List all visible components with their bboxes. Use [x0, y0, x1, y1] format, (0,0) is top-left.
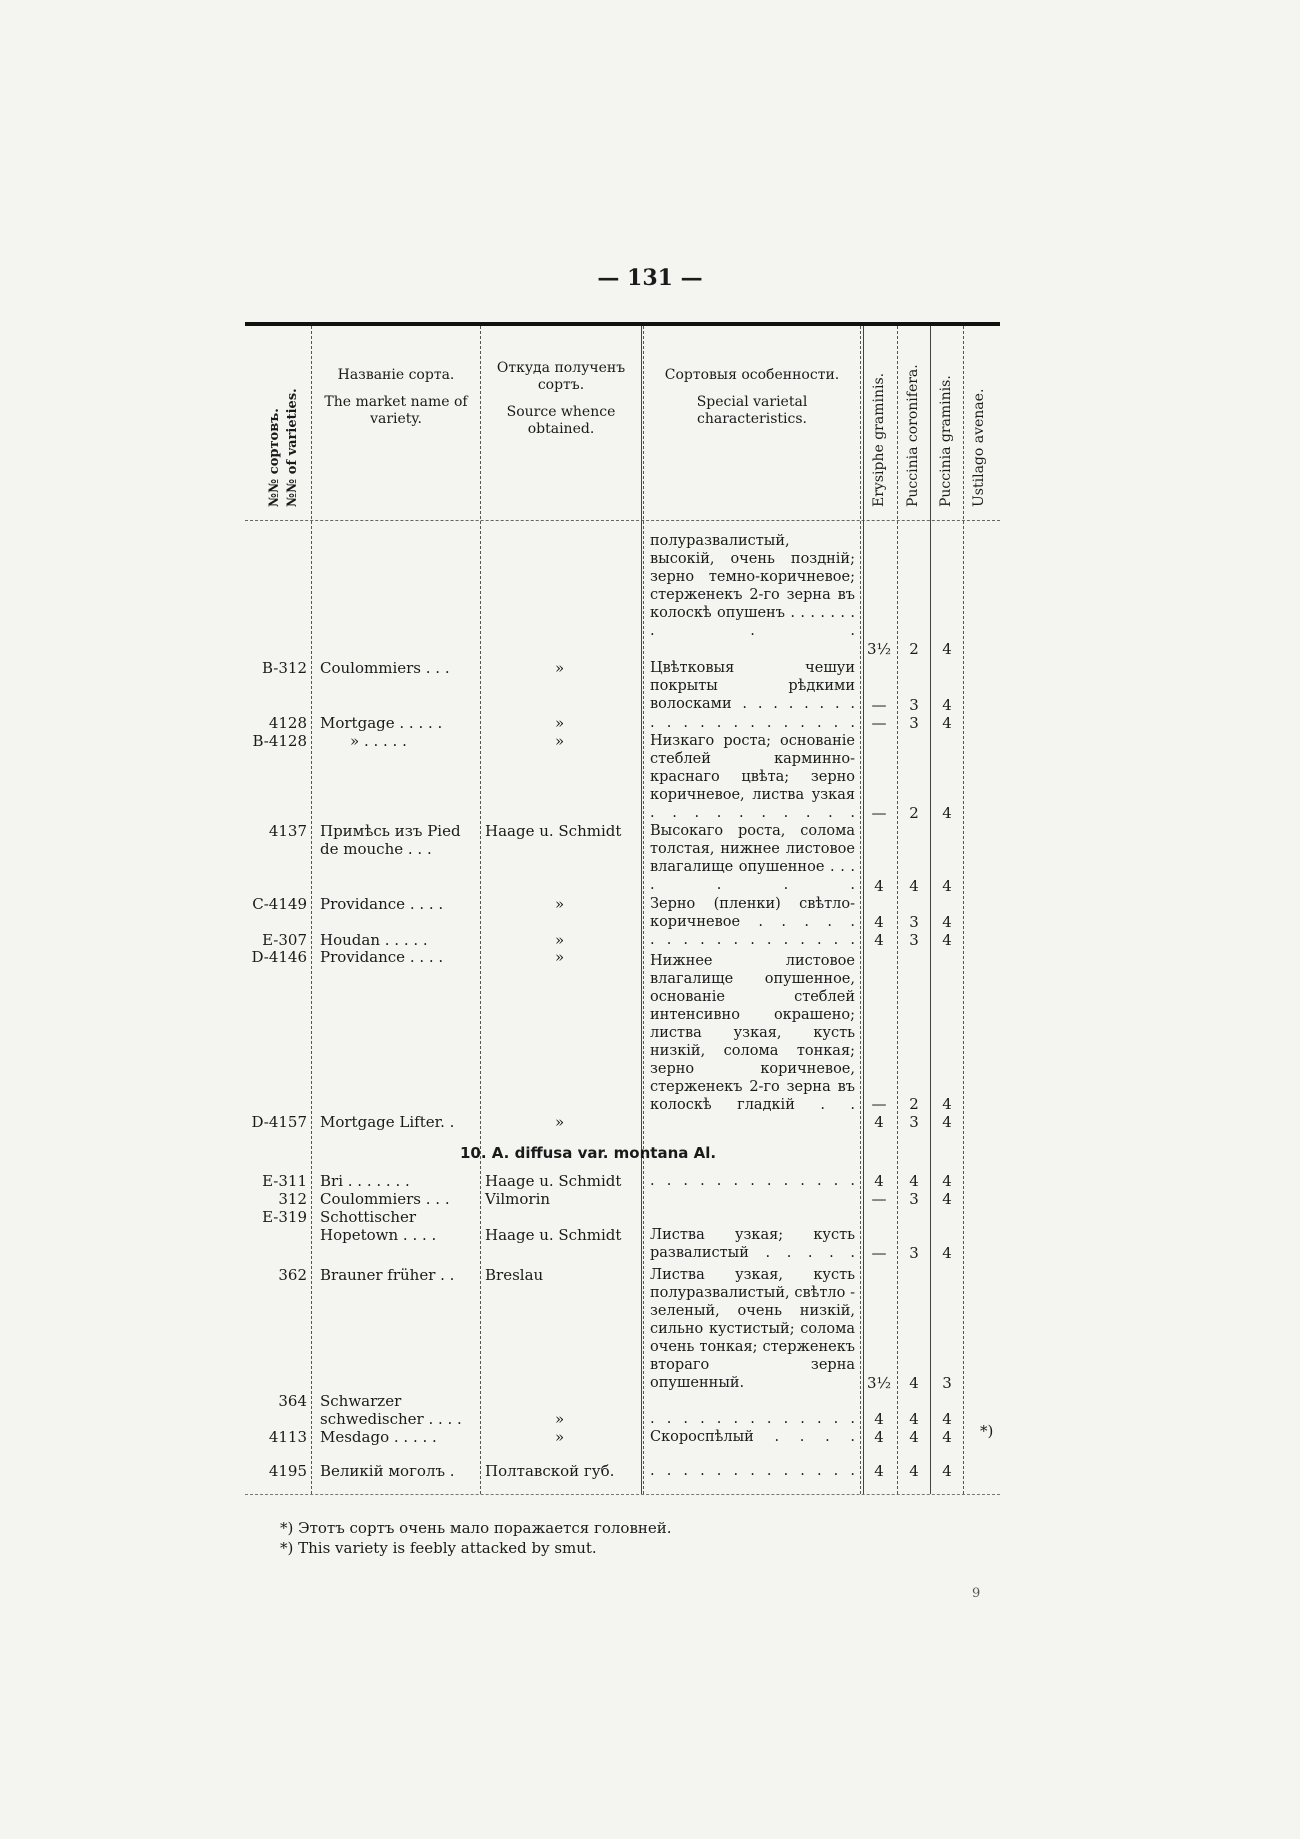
- score-puccinia-graminis: 4: [942, 1172, 952, 1190]
- row-source: »: [555, 1113, 565, 1131]
- page-number: — 131 —: [597, 265, 703, 291]
- row-number: 364: [278, 1392, 307, 1410]
- footnote-en: *) This variety is feebly attacked by smut.: [280, 1539, 597, 1557]
- row-source: »: [555, 714, 565, 732]
- score-puccinia-coronifera: 2: [909, 804, 919, 822]
- score-puccinia-graminis: 4: [942, 1190, 952, 1208]
- score-erysiphe: 3½: [867, 640, 892, 658]
- row-number: B-312: [262, 659, 307, 677]
- row-number: E-307: [262, 931, 307, 949]
- row-description: . . . . . . . . . . . . .: [650, 1173, 855, 1189]
- score-puccinia-coronifera: 2: [909, 640, 919, 658]
- score-erysiphe: —: [871, 1190, 887, 1208]
- row-source: Breslau: [485, 1266, 544, 1284]
- score-erysiphe: 4: [874, 1172, 884, 1190]
- row-name: Providance . . . .: [320, 948, 444, 966]
- score-erysiphe: —: [871, 1095, 887, 1113]
- row-name: Schwarzer schwedischer . . . .: [320, 1392, 462, 1428]
- header-puccinia-graminis: Puccinia graminis.: [938, 375, 954, 507]
- score-puccinia-coronifera: 3: [909, 696, 919, 714]
- row-description: полуразвалистый, высокій, очень поздній; зерно темно-коричневое; стерженекъ 2-го зерна въ колоскѣ опушенъ . . . . . . . . . .: [650, 533, 855, 639]
- score-puccinia-graminis: 4: [942, 931, 952, 949]
- score-erysiphe: 4: [874, 1410, 884, 1428]
- row-name: Mesdago . . . . .: [320, 1428, 437, 1446]
- score-puccinia-graminis: 4: [942, 1428, 952, 1446]
- score-erysiphe: 4: [874, 1428, 884, 1446]
- header-erysiphe: Erysiphe graminis.: [871, 372, 887, 507]
- column-divider: [641, 326, 642, 1494]
- score-puccinia-coronifera: 2: [909, 1095, 919, 1113]
- row-name: Mortgage Lifter. .: [320, 1113, 455, 1131]
- score-puccinia-coronifera: 4: [909, 877, 919, 895]
- row-name: Houdan . . . . .: [320, 931, 428, 949]
- section-title: 10. A. diffusa var. montana Al.: [460, 1144, 717, 1162]
- header-numbers-en: №№ of varieties.: [285, 388, 300, 507]
- header-puccinia-coronifera: Puccinia coronifera.: [905, 364, 921, 507]
- score-puccinia-coronifera: 3: [909, 714, 919, 732]
- score-puccinia-graminis: 3: [942, 1374, 952, 1392]
- row-number: 4137: [268, 822, 307, 840]
- row-name: Примѣсь изъ Pied de mouche . . .: [320, 822, 461, 858]
- row-number: D-4146: [251, 948, 307, 966]
- score-puccinia-graminis: 4: [942, 1410, 952, 1428]
- score-puccinia-graminis: 4: [942, 1095, 952, 1113]
- row-description: Цвѣтковыя чешуи покрыты рѣдкими волосками . . . . . . . .: [650, 660, 855, 712]
- score-erysiphe: —: [871, 1244, 887, 1262]
- row-name: Schottischer Hopetown . . . .: [320, 1208, 437, 1244]
- header-source-en: Source whence obtained.: [506, 404, 616, 437]
- row-description: Скороспѣлый . . . .: [650, 1429, 855, 1445]
- column-divider: [963, 326, 964, 1494]
- row-description: . . . . . . . . . . . . .: [650, 932, 855, 948]
- row-description: Листва узкая, кусть полуразвалистый, свѣтло - зеленый, очень низкій, сильно кустистый; солома очень тонкая; стерженекъ втораго зерна опушенный.: [650, 1267, 855, 1391]
- score-puccinia-graminis: 4: [942, 714, 952, 732]
- row-description: Нижнее листовое влагалище опушенное, основаніе стеблей интенсивно окрашено; листва узкая, кусть низкій, солома тонкая; зерно коричневое, стерженекъ 2-го зерна въ колоскѣ гладкій . .: [650, 953, 855, 1113]
- row-source: »: [555, 659, 565, 677]
- header-characteristics: [647, 367, 857, 428]
- header-ustilago: Ustilago avenae.: [971, 388, 987, 507]
- footnote-marker: *): [980, 1422, 994, 1440]
- row-description: Низкаго роста; основаніе стеблей карминно-краснаго цвѣта; зерно коричневое, листва узкая . . . . . . . . . .: [650, 733, 855, 821]
- row-number: 4128: [268, 714, 307, 732]
- row-description: . . . . . . . . . . . . .: [650, 715, 855, 731]
- row-source: »: [555, 1428, 565, 1446]
- header-name: [315, 367, 477, 428]
- row-source: Vilmorin: [485, 1190, 551, 1208]
- varieties-table: [245, 322, 1000, 1507]
- score-erysiphe: 4: [874, 1462, 884, 1480]
- score-puccinia-graminis: 4: [942, 913, 952, 931]
- header-source: [485, 360, 637, 438]
- score-puccinia-coronifera: 3: [909, 1113, 919, 1131]
- header-chars-en: Special varietal characteristics.: [696, 394, 808, 427]
- score-puccinia-coronifera: 3: [909, 931, 919, 949]
- header-numbers-ru: №№ сортовъ.: [267, 408, 282, 507]
- row-name: Providance . . . .: [320, 895, 444, 913]
- footnotes: [280, 1518, 672, 1558]
- row-description: Листва узкая; кусть развалистый . . . . .: [650, 1227, 855, 1261]
- score-puccinia-coronifera: 4: [909, 1462, 919, 1480]
- score-erysiphe: —: [871, 714, 887, 732]
- row-name: Mortgage . . . . .: [320, 714, 443, 732]
- row-source: Haage u. Schmidt: [485, 1172, 622, 1190]
- column-divider: [311, 326, 312, 1494]
- row-number: 362: [278, 1266, 307, 1284]
- score-erysiphe: 3½: [867, 1374, 892, 1392]
- header-chars-ru: Сортовыя особенности.: [664, 367, 840, 383]
- score-puccinia-graminis: 4: [942, 877, 952, 895]
- score-erysiphe: 4: [874, 931, 884, 949]
- column-divider: [480, 326, 481, 1494]
- score-puccinia-coronifera: 3: [909, 1190, 919, 1208]
- row-source: »: [555, 931, 565, 949]
- score-puccinia-coronifera: 4: [909, 1374, 919, 1392]
- score-puccinia-graminis: 4: [942, 1244, 952, 1262]
- header-separator: [245, 520, 1000, 521]
- row-number: E-319: [262, 1208, 307, 1226]
- header-name-ru: Названіе сорта.: [337, 367, 455, 383]
- row-name: » . . . . .: [350, 732, 407, 750]
- table-bottom-rule: [245, 1494, 1000, 1495]
- header-source-ru: Откуда полученъ сортъ.: [496, 360, 626, 393]
- signature-mark: 9: [972, 1586, 981, 1601]
- row-name: Brauner früher . .: [320, 1266, 455, 1284]
- score-puccinia-graminis: 4: [942, 696, 952, 714]
- score-puccinia-coronifera: 4: [909, 1410, 919, 1428]
- score-puccinia-graminis: 4: [942, 1462, 952, 1480]
- score-erysiphe: —: [871, 696, 887, 714]
- score-puccinia-coronifera: 3: [909, 1244, 919, 1262]
- column-divider: [860, 326, 861, 1494]
- row-source: Полтавской губ.: [485, 1462, 615, 1480]
- score-erysiphe: 4: [874, 1113, 884, 1131]
- row-name: Великій моголъ .: [320, 1462, 455, 1480]
- row-source: »: [555, 895, 565, 913]
- score-puccinia-graminis: 4: [942, 1113, 952, 1131]
- row-description: . . . . . . . . . . . . .: [650, 1411, 855, 1427]
- row-number: C-4149: [252, 895, 307, 913]
- score-puccinia-coronifera: 3: [909, 913, 919, 931]
- column-divider: [863, 326, 864, 1494]
- row-description: . . . . . . . . . . . . .: [650, 1463, 855, 1479]
- row-number: D-4157: [251, 1113, 307, 1131]
- score-puccinia-graminis: 4: [942, 640, 952, 658]
- row-name: Bri . . . . . . .: [320, 1172, 410, 1190]
- row-number: 312: [278, 1190, 307, 1208]
- row-number: E-311: [262, 1172, 307, 1190]
- row-name: Coulommiers . . .: [320, 659, 450, 677]
- row-source: »: [555, 1410, 565, 1428]
- row-source: Haage u. Schmidt: [485, 1226, 622, 1244]
- row-source: »: [555, 732, 565, 750]
- score-erysiphe: 4: [874, 877, 884, 895]
- row-number: 4195: [268, 1462, 307, 1480]
- score-puccinia-coronifera: 4: [909, 1428, 919, 1446]
- column-divider: [897, 326, 898, 1494]
- footnote-ru: *) Этотъ сортъ очень мало поражается головней.: [280, 1519, 672, 1537]
- row-description: Зерно (пленки) свѣтло-коричневое . . . . .: [650, 896, 855, 930]
- row-source: »: [555, 948, 565, 966]
- score-puccinia-coronifera: 4: [909, 1172, 919, 1190]
- score-erysiphe: 4: [874, 913, 884, 931]
- score-puccinia-graminis: 4: [942, 804, 952, 822]
- row-name: Coulommiers . . .: [320, 1190, 450, 1208]
- column-divider: [643, 326, 644, 1494]
- row-number: B-4128: [252, 732, 307, 750]
- table-top-rule: [245, 322, 1000, 326]
- score-erysiphe: —: [871, 804, 887, 822]
- row-description: Высокаго роста, солома толстая, нижнее листовое влагалище опушенное . . . . . . .: [650, 823, 855, 893]
- row-number: 4113: [268, 1428, 307, 1446]
- row-source: Haage u. Schmidt: [485, 822, 622, 840]
- column-divider: [930, 326, 931, 1494]
- header-name-en: The market name of variety.: [324, 394, 468, 427]
